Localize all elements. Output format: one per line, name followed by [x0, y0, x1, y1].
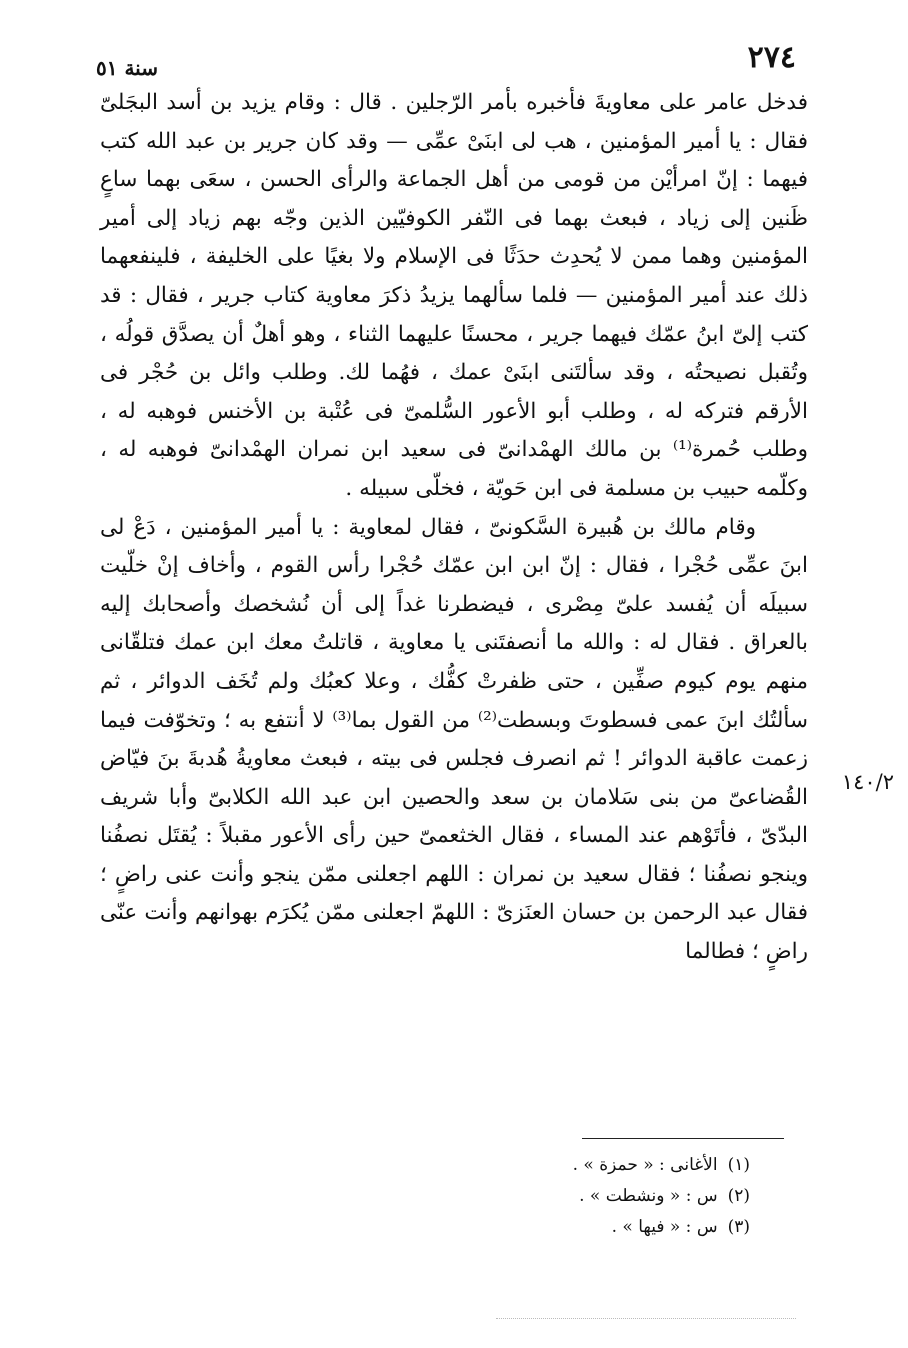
footnote-number: (٢): [727, 1186, 750, 1206]
footnote-number: (٣): [727, 1217, 750, 1237]
footnote: [400, 1181, 750, 1212]
footnote-text: س : « فيها » .: [611, 1217, 718, 1237]
margin-reference: ١٤٠/٢: [841, 770, 894, 794]
footnote-divider: [582, 1138, 784, 1139]
footnote-number: (١): [727, 1155, 750, 1175]
footnotes: [400, 1150, 750, 1243]
page-edge-mark: [496, 1318, 796, 1319]
paragraph: وقام مالك بن هُبيرة السَّكونىّ ، فقال لمعاوية : يا أمير المؤمنين ، دَعْ لى ابنَ عمِّى حُجْرا ، فقال : إنّ ابن ابن عمّك حُجْرا رأس القوم ، وأخاف إنْ خلّيت سبيلَه أن يُفسد علىّ مِصْرى ، فيضطرنا غداً إلى أن نُشخصك وأصحابك إليه بالعراق . فقال له : والله ما أنصفتَنى يا معاوية ، قاتلتُ معك ابن عمك فتلقّانى منهم يوم كيوم صفِّين ، حتى ظفرتْ كفُّك ، وعلا كعبُك ولم تُخَف الدوائر ، ثم سألتُك ابنَ عمى فسطوتَ وبسطت⁽²⁾ من القول بما⁽³⁾ لا أنتفع به ؛ وتخوّفت فيما زعمت عاقبة الدوائر ! ثم انصرف فجلس فى بيته ، فبعث معاويةُ هُدبةَ بنَ فيّاض القُضاعىّ من بنى سَلامان بن سعد والحصين ابن عبد الله الكلابىّ وأبا شريف البدّىّ ، فأتَوْهم عند المساء ، فقال الخثعمىّ حين رأى الأعور مقبلاً : يُقتَل نصفُنا وينجو نصفُنا ؛ فقال سعيد بن نمران : اللهم اجعلنى ممّن ينجو وأنت عنى راضٍ ؛ فقال عبد الرحمن بن حسان العنَزىّ : اللهمّ اجعلنى ممّن يُكرَم بهوانهم وأنت عنّى راضٍ ؛ فطالما: [100, 514, 808, 965]
footnote: [400, 1150, 750, 1181]
footnote-text: الأغانى : « حمزة » .: [572, 1155, 718, 1175]
footnote-text: س : « ونشطت » .: [579, 1186, 718, 1206]
page-number: ٢٧٤: [747, 40, 796, 75]
footnote: [400, 1212, 750, 1243]
year-header: سنة ٥١: [96, 56, 158, 80]
paragraph: فدخل عامر على معاويةَ فأخبره بأمر الرّجلين . قال : وقام يزيد بن أسد البجَلىّ فقال : يا أمير المؤمنين ، هب لى ابنَىْ عمِّى — وقد كان جرير بن عبد الله كتب فيهما : إنّ امرأيْن من قومى من أهل الجماعة والرأى الحسن ، سعَى بهما ساعٍ ظَنين إلى زياد ، فبعث بهما فى النّفر الكوفيّين الذين وجّه بهم زياد إلى أمير المؤمنين وهما ممن لا يُحدِث حدَثًا فى الإسلام ولا بغيًا على الخليفة ، فلينفعهما ذلك عند أمير المؤمنين — فلما سألهما يزيدُ ذكرَ معاوية كتاب جرير ، فقال : قد كتب إلىّ ابنُ عمّك فيهما جرير ، محسنًا عليهما الثناء ، وهو أهلٌ أن يصدَّق قولُه ، وتُقبل نصيحتُه ، وقد سألتَنى ابنَىْ عمك ، فهُما لك. وطلب وائل بن حُجْر فى الأرقم فتركه له ، وطلب أبو الأعور السُّلمىّ فى عُتْبة بن الأخنس فوهبه له ، وطلب حُمرة⁽¹⁾ بن مالك الهمْدانىّ فى سعيد ابن نمران الهمْدانىّ فوهبه له ، وكلّمه حبيب بن مسلمة فى ابن حَويّة ، فخلّى سبيله .: [100, 90, 809, 501]
main-text: [100, 84, 808, 972]
